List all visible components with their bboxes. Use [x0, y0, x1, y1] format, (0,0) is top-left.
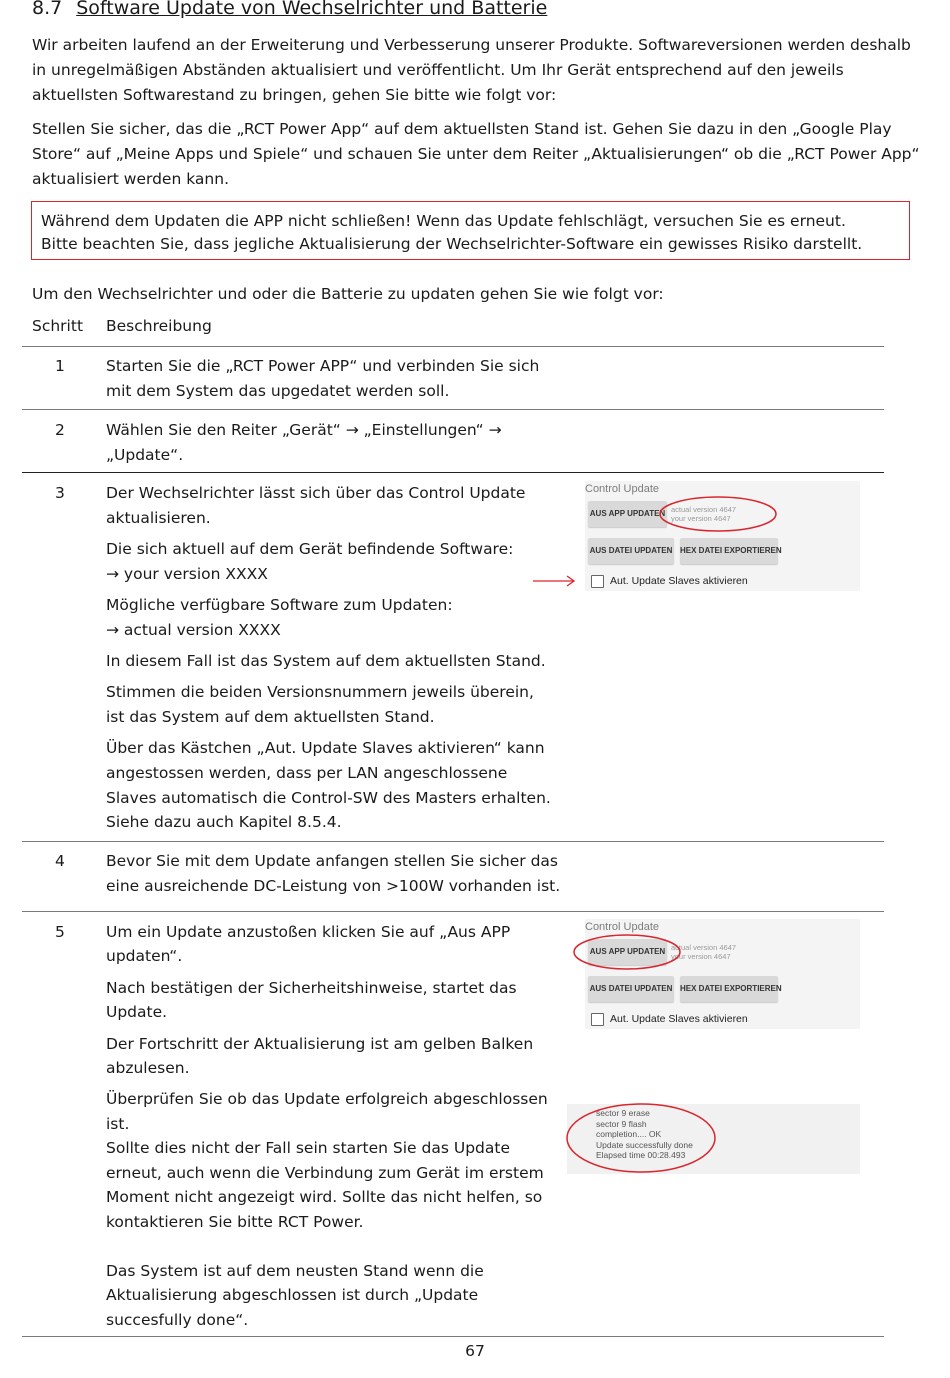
- app-update-button-highlight-ellipse: [574, 935, 680, 969]
- step-number: 3: [55, 484, 65, 502]
- step-text: Siehe dazu auch Kapitel 8.5.4.: [106, 813, 342, 831]
- log-line: Update successfully done: [596, 1139, 693, 1150]
- step-text: Aktualisierung abgeschlossen ist durch „Update: [106, 1286, 479, 1304]
- step-text: Update.: [106, 1003, 168, 1021]
- store-paragraph-line: Store“ auf „Meine Apps und Spiele“ und schauen Sie unter dem Reiter „Aktualisierungen“ ob die „RCT Power App“: [32, 145, 920, 163]
- step-text: Bevor Sie mit dem Update anfangen stellen Sie sicher das: [106, 852, 559, 870]
- step-text: Stimmen die beiden Versionsnummern jeweils überein,: [106, 683, 534, 701]
- step-text: aktualisieren.: [106, 509, 211, 527]
- log-highlight-ellipse: [567, 1104, 715, 1172]
- actual-version-text: actual version 4647: [671, 943, 737, 952]
- step-text: eine ausreichende DC-Leistung von >100W vorhanden ist.: [106, 877, 561, 895]
- page-number: 67: [465, 1342, 485, 1360]
- step-text: Starten Sie die „RCT Power APP“ und verbinden Sie sich: [106, 357, 540, 375]
- step-text: In diesem Fall ist das System auf dem aktuellsten Stand.: [106, 652, 546, 670]
- step-text: Wählen Sie den Reiter „Gerät“ → „Einstellungen“ →: [106, 421, 502, 439]
- intro-line: aktuellsten Softwarestand zu bringen, gehen Sie bitte wie folgt vor:: [32, 86, 557, 104]
- step-text: Mögliche verfügbare Software zum Updaten:: [106, 596, 453, 614]
- step-text: Über das Kästchen „Aut. Update Slaves aktivieren“ kann: [106, 739, 545, 757]
- aus-app-updaten-button[interactable]: AUS APP UPDATEN: [588, 939, 667, 965]
- aus-datei-updaten-button[interactable]: AUS DATEI UPDATEN: [588, 538, 674, 564]
- column-header-description: Beschreibung: [106, 317, 212, 335]
- control-update-label: Control Update: [585, 921, 659, 933]
- log-line: sector 9 erase: [596, 1108, 650, 1118]
- step-text: kontaktieren Sie bitte RCT Power.: [106, 1213, 364, 1231]
- step-text: „Update“.: [106, 446, 184, 464]
- step-text: Überprüfen Sie ob das Update erfolgreich abgeschlossen: [106, 1090, 548, 1108]
- step-text: erneut, auch wenn die Verbindung zum Gerät im erstem: [106, 1164, 544, 1182]
- step-text: Sollte dies nicht der Fall sein starten Sie das Update: [106, 1139, 510, 1157]
- step-text: Der Wechselrichter lässt sich über das Control Update: [106, 484, 526, 502]
- your-version-text: your version 4647: [671, 952, 731, 961]
- step-number: 4: [55, 852, 65, 870]
- log-line: sector 9 flash: [596, 1118, 647, 1129]
- step-text: updaten“.: [106, 947, 183, 965]
- section-number: 8.7: [32, 0, 63, 19]
- step-text: Die sich aktuell auf dem Gerät befindende Software:: [106, 540, 514, 558]
- step-text: succesfully done“.: [106, 1311, 249, 1329]
- slaves-update-label: Aut. Update Slaves aktivieren: [610, 575, 748, 587]
- aus-app-updaten-button[interactable]: AUS APP UPDATEN: [588, 501, 667, 527]
- step-text: Das System ist auf dem neusten Stand wenn die: [106, 1262, 484, 1280]
- step-text: Slaves automatisch die Control-SW des Masters erhalten.: [106, 789, 551, 807]
- step-number: 2: [55, 421, 65, 439]
- control-update-label: Control Update: [585, 483, 659, 495]
- intro-line: Wir arbeiten laufend an der Erweiterung und Verbesserung unserer Produkte. Softwareversionen werden deshalb: [32, 36, 911, 54]
- step-text: Der Fortschritt der Aktualisierung ist am gelben Balken: [106, 1035, 534, 1053]
- step-text: abzulesen.: [106, 1059, 190, 1077]
- log-line: completion.... OK: [596, 1129, 662, 1139]
- step-text: → your version XXXX: [106, 565, 268, 583]
- hex-datei-exportieren-button[interactable]: HEX DATEI EXPORTIEREN: [680, 538, 778, 564]
- step-text: angestossen werden, dass per LAN angeschlossene: [106, 764, 508, 782]
- warning-line: Während dem Updaten die APP nicht schließen! Wenn das Update fehlschlägt, versuchen Sie es erneut.: [41, 212, 846, 230]
- step-number: 1: [55, 357, 65, 375]
- hex-datei-exportieren-button[interactable]: HEX DATEI EXPORTIEREN: [680, 976, 778, 1002]
- column-header-step: Schritt: [32, 317, 84, 335]
- intro-line: in unregelmäßigen Abständen aktualisiert und veröffentlicht. Um Ihr Gerät entsprechend auf den jeweils: [32, 61, 844, 79]
- step-text: mit dem System das upgedatet werden soll.: [106, 382, 450, 400]
- step-text: Moment nicht angezeigt wird. Sollte das nicht helfen, so: [106, 1188, 543, 1206]
- lead-text: Um den Wechselrichter und oder die Batterie zu updaten gehen Sie wie folgt vor:: [32, 285, 664, 303]
- section-title: Software Update von Wechselrichter und Batterie: [76, 0, 548, 19]
- step-text: Um ein Update anzustoßen klicken Sie auf „Aus APP: [106, 923, 511, 941]
- version-highlight-ellipse: [660, 497, 776, 531]
- your-version-text: your version 4647: [671, 514, 731, 523]
- warning-line: Bitte beachten Sie, dass jegliche Aktualisierung der Wechselrichter-Software ein gewisses Risiko darstellt.: [41, 235, 863, 253]
- store-paragraph-line: Stellen Sie sicher, das die „RCT Power App“ auf dem aktuellsten Stand ist. Gehen Sie dazu in den „Google Play: [32, 120, 892, 138]
- aus-datei-updaten-button[interactable]: AUS DATEI UPDATEN: [588, 976, 674, 1002]
- step-text: ist.: [106, 1115, 130, 1133]
- step-text: Nach bestätigen der Sicherheitshinweise, startet das: [106, 979, 517, 997]
- actual-version-text: actual version 4647: [671, 505, 737, 514]
- step-text: → actual version XXXX: [106, 621, 281, 639]
- store-paragraph-line: aktualisiert werden kann.: [32, 170, 229, 188]
- step-number: 5: [55, 923, 65, 941]
- step-text: ist das System auf dem aktuellsten Stand.: [106, 708, 435, 726]
- slaves-update-label: Aut. Update Slaves aktivieren: [610, 1013, 748, 1025]
- log-line: Elapsed time 00:28.493: [596, 1150, 686, 1160]
